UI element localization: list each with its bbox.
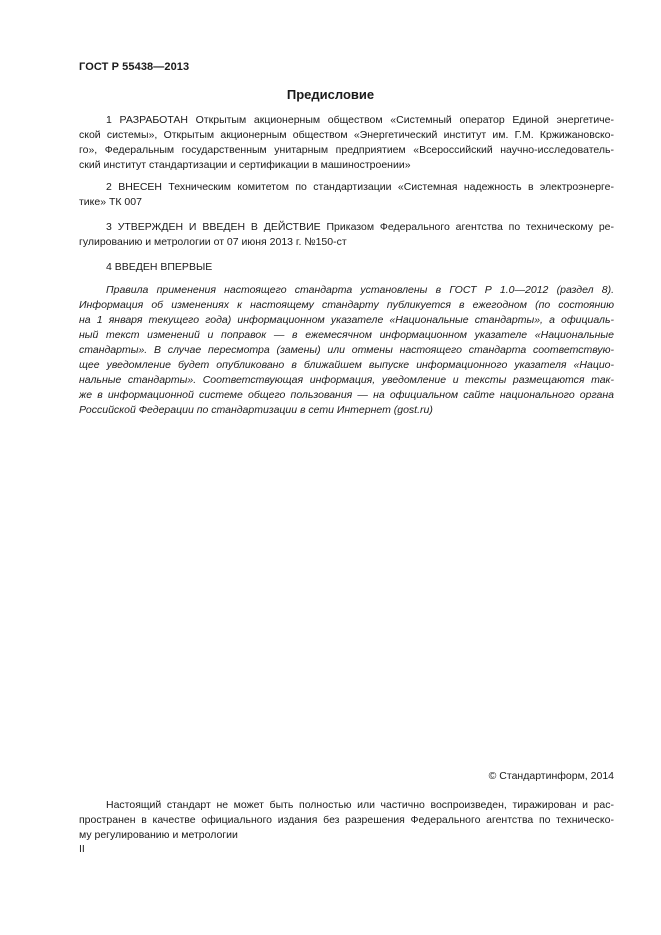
text-line: му регулированию и метрологии [79,829,238,841]
reproduction-notice [79,798,614,843]
text-line: го», Федеральным государственным унитарным предприятием «Всероссийский научно-исследователь- [79,144,614,156]
foreword-item-1 [79,113,614,173]
foreword-item-2 [79,180,614,210]
section-title: Предисловие [286,87,375,102]
text-line: ской системы», Открытым акционерным обществом «Энергетический институт им. Г.М. Кржижановско- [79,129,614,141]
text-line: 1 РАЗРАБОТАН Открытым акционерным обществом «Системный оператор Единой энергетиче- [106,114,614,126]
text-line: щее уведомление будет опубликовано в ближайшем выпуске информационного указателя «Нацио- [79,359,614,371]
document-code-header: ГОСТ Р 55438—2013 [79,61,190,73]
text-line: же в информационной системе общего пользования — на официальном сайте национального органа [79,389,614,401]
text-line: Информация об изменениях к настоящему стандарту публикуется в ежегодном (по состоянию [79,299,614,311]
text-line: 2 ВНЕСЕН Техническим комитетом по стандартизации «Системная надежность в электроэнерге- [106,181,614,193]
foreword-item-4 [79,260,614,275]
text-line: гулированию и метрологии от 07 июня 2013 г. №150-ст [79,236,347,248]
text-line: на 1 января текущего года) информационном указателе «Национальные стандарты», а официаль- [79,314,614,326]
text-line: ный текст изменений и поправок — в ежемесячном информационном указателе «Национальные [79,329,614,341]
text-line: 3 УТВЕРЖДЕН И ВВЕДЕН В ДЕЙСТВИЕ Приказом Федерального агентства по техническому ре- [106,221,614,233]
text-line: стандарты». В случае пересмотра (замены) или отмены настоящего стандарта соответствую- [79,344,614,356]
copyright-text: © Стандартинформ, 2014 [488,770,614,782]
page-number: II [79,843,85,855]
foreword-item-3 [79,220,614,250]
text-line: нальные стандарты». Соответствующая информация, уведомление и тексты размещаются так- [79,374,614,386]
text-line: Российской Федерации по стандартизации в сети Интернет (gost.ru) [79,404,433,416]
text-line: ский институт стандартизации и сертификации в машиностроении» [79,159,411,171]
text-line: тике» ТК 007 [79,196,142,208]
text-line: 4 ВВЕДЕН ВПЕРВЫЕ [106,261,213,273]
text-line: пространен в качестве официального издания без разрешения Федерального агентства по техническо- [79,814,614,826]
text-line: Правила применения настоящего стандарта установлены в ГОСТ Р 1.0—2012 (раздел 8). [106,284,614,296]
text-line: Настоящий стандарт не может быть полностью или частично воспроизведен, тиражирован и рас- [106,799,614,811]
rules-note [79,283,614,418]
